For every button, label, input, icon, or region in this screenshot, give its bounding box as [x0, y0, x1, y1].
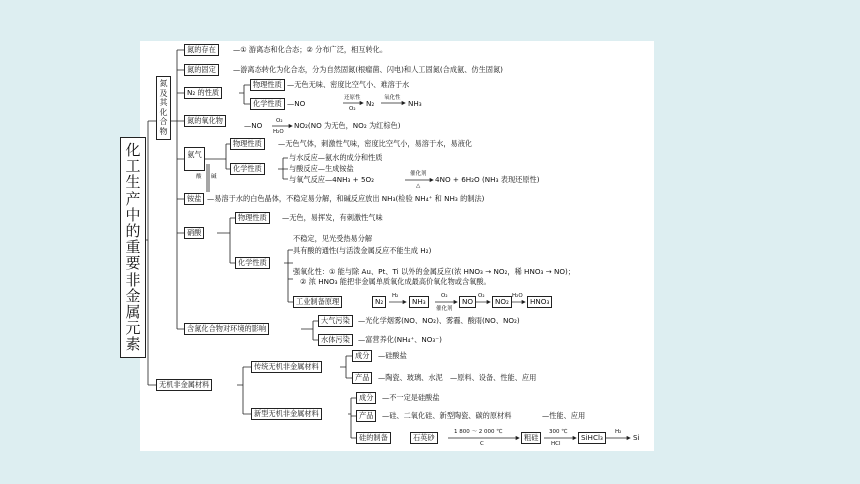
n2-physical-desc: —无色无味、密度比空气小、难溶于水: [287, 80, 410, 89]
air-pollution-desc: —光化学烟雾(NO、NO₂)、雾霾、酸雨(NO、NO₂): [358, 316, 520, 325]
oxides-desc: NO₂(NO 为无色，NO₂ 为红棕色): [294, 121, 401, 130]
n2-arrow-top: 还原性: [344, 95, 361, 101]
water-pollution-desc: —富营养化(NH₄⁺、NO₃⁻): [358, 335, 442, 344]
nitric-c3: 强氧化性：① 能与除 Au、Pt、Ti 以外的金属反应(浓 HNO₃ → NO₂，稀 HNO₃ → NO)；: [293, 267, 575, 276]
novel-prod-desc: —硅、二氧化硅、新型陶瓷、碳的原材料: [382, 411, 512, 420]
si-arrow1-top: 1 800 ～ 2 000 ℃: [454, 429, 503, 435]
industry-box: 工业制备原理: [293, 296, 342, 308]
fixation-desc: —游离态转化为化合态，分为自然固氮(根瘤菌、闪电)和人工固氮(合成氨、仿生固氮): [233, 65, 503, 74]
nitric-physical-desc: —无色，易挥发，有刺激性气味: [282, 213, 383, 222]
root-title: 化工生产中的重要非金属元素: [120, 137, 146, 358]
traditional-box: 传统无机非金属材料: [251, 361, 322, 373]
nitrogen-title: 氮及其化合物: [156, 76, 171, 140]
ammonium-desc: —易溶于水的白色晶体，不稳定易分解，和碱反应放出 NH₃(检验 NH₄⁺ 和 NH₃ 的制法): [207, 194, 485, 203]
n2-chemical-box: 化学性质: [250, 98, 285, 110]
n2-arrow-bottom: O₂: [349, 106, 356, 112]
ammonia-catalyst: 催化剂: [410, 171, 427, 177]
oxides-box: 氮的氧化物: [184, 115, 226, 127]
si-arrow1-bottom: C: [480, 441, 484, 447]
n2-chem-n2: N₂: [366, 99, 375, 108]
flow-arrow-3: O₂: [478, 293, 485, 299]
si-end: Si: [633, 433, 640, 442]
ammonia-acid: 酸: [196, 174, 202, 180]
n2-chem-no: —NO: [287, 99, 306, 108]
traditional-comp-box: 成分: [352, 350, 372, 362]
flow-no2: NO₂: [492, 296, 512, 308]
nitric-c4: ② 浓 HNO₃ 能把非金属单质氧化成最高价氧化物或含氧酸。: [300, 277, 491, 286]
existence-box: 氮的存在: [184, 44, 219, 56]
novel-prod-box: 产品: [356, 410, 376, 422]
flow-n2: N₂: [372, 296, 386, 308]
ammonia-chem-1: 与水反应—氨水的成分和性质: [289, 153, 383, 162]
si-arrow3-top: H₂: [615, 429, 622, 435]
flow-no: NO: [459, 296, 476, 308]
nitric-chemical-box: 化学性质: [235, 257, 270, 269]
si-arrow2-bottom: HCl: [551, 441, 561, 447]
flow-catalyst: 催化剂: [436, 306, 453, 312]
nitric-physical-box: 物理性质: [235, 212, 270, 224]
n2-physical-box: 物理性质: [250, 79, 285, 91]
traditional-comp-desc: —硅酸盐: [378, 351, 407, 360]
flow-arrow-1: H₂: [392, 293, 399, 299]
environment-box: 含氮化合物对环境的影响: [184, 323, 269, 335]
ammonia-delta: △: [416, 183, 421, 189]
inorganic-box: 无机非金属材料: [156, 379, 212, 391]
ammonia-chem-2: 与酸反应—生成铵盐: [289, 164, 354, 173]
oxides-no: —NO: [244, 121, 263, 130]
existence-desc: —① 游离态和化合态；② 分布广泛，相互转化。: [233, 45, 388, 54]
ammonia-chem-3a: 与氧气反应—4NH₃ + 5O₂: [289, 175, 375, 184]
ammonia-chem-3b: 4NO + 6H₂O (NH₃ 表现还原性): [435, 175, 540, 184]
sihcl3-box: SiHCl₃: [578, 432, 606, 444]
ammonia-chemical-box: 化学性质: [230, 163, 265, 175]
ammonia-base: 碱: [211, 174, 217, 180]
fixation-box: 氮的固定: [184, 64, 219, 76]
novel-comp-box: 成分: [356, 392, 376, 404]
crude-silicon-box: 粗硅: [521, 432, 541, 444]
air-pollution-box: 大气污染: [318, 315, 353, 327]
traditional-prod-box: 产品: [352, 372, 372, 384]
nitric-c2: 具有酸的通性(与活泼金属反应不能生成 H₂): [293, 246, 432, 255]
n2-chem-nh3: NH₃: [408, 99, 422, 108]
silicon-prep-box: 硅的制备: [356, 432, 391, 444]
flow-arrow-2: O₂: [441, 293, 448, 299]
novel-box: 新型无机非金属材料: [251, 408, 322, 420]
flow-hno3: HNO₃: [527, 296, 552, 308]
flow-arrow-4: H₂O: [512, 293, 523, 299]
nitric-acid-box: 硝酸: [184, 227, 204, 239]
si-arrow2-top: 300 ℃: [549, 429, 568, 435]
n2-arrow2-top: 氧化性: [384, 95, 401, 101]
ammonia-box: 氨气: [184, 147, 205, 171]
nitric-c1: 不稳定，见光受热易分解: [293, 234, 373, 243]
traditional-prod-desc: —陶瓷、玻璃、水泥: [378, 373, 443, 382]
novel-prod-extra: —性能、应用: [542, 411, 586, 420]
quartz-sand-box: 石英砂: [410, 432, 438, 444]
ammonia-physical-box: 物理性质: [230, 138, 265, 150]
concept-map: [125, 41, 654, 451]
flow-nh3: NH₃: [409, 296, 429, 308]
ammonium-box: 铵盐: [184, 193, 204, 205]
oxides-arrow-top: O₂: [276, 118, 283, 124]
oxides-arrow-bottom: H₂O: [273, 129, 284, 135]
water-pollution-box: 水体污染: [318, 334, 353, 346]
novel-comp-desc: —不一定是硅酸盐: [382, 393, 440, 402]
traditional-prod-extra: —原料、设备、性能、应用: [450, 373, 537, 382]
ammonia-physical-desc: —无色气体，刺激性气味，密度比空气小，易溶于水，易液化: [278, 139, 473, 148]
n2-properties-box: N₂ 的性质: [184, 87, 222, 99]
